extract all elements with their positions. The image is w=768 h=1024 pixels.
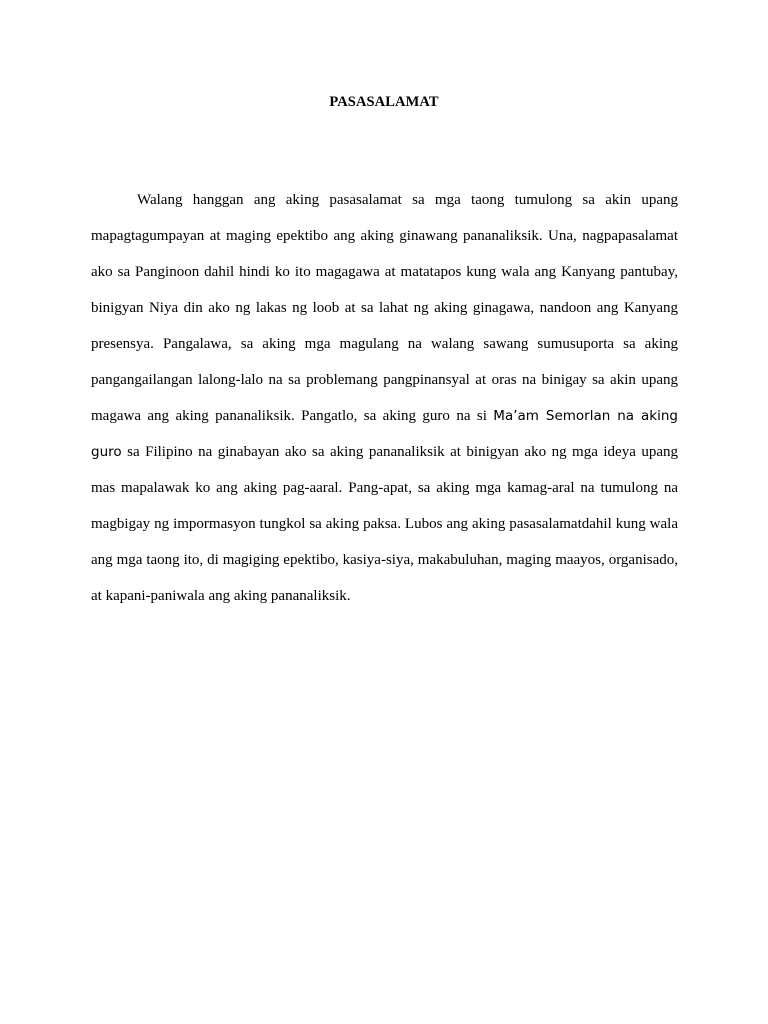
page-title: PASASALAMAT [329,94,439,110]
paragraph-text-part-3: sa Filipino na ginabayan ako sa aking pananaliksik at binigyan ako ng mga ideya upang mas mapalawak ko ang aking pag-aaral. Pang-apat, sa aking mga kamag-aral na tumulong na magbigay ng impormasyon tungkol sa aking paksa. Lubos ang aking pasasalamatdahil kung wala ang mga taong ito, di magiging epektibo, kasiya-siya, makabuluhan, maging maayos, organisado, at kapani-paniwala ang aking pananaliksik. [91,444,678,604]
paragraph-text-part-1: Walang hanggan ang aking pasasalamat sa mga taong tumulong sa akin upang mapagtagumpayan at maging epektibo ang aking ginawang pananaliksik. Una, nagpapasalamat ako sa Panginoon dahil hindi ko ito magagawa at matatapos kung wala ang Kanyang pantubay, binigyan Niya din ako ng lakas ng loob at sa lahat ng aking ginagawa, nandoon ang Kanyang presensya. Pangalawa, sa aking mga magulang na walang sawang sumusuporta sa aking pangangailangan lalong-lalo na sa problemang pangpinansyal at oras na binigay sa akin upang magawa ang aking pananaliksik. Pangatlo, sa aking guro na si [91,192,678,424]
acknowledgement-paragraph [91,182,678,614]
paragraph-text-teacher-name: Ma’am Semorlan na aking guro [91,408,678,460]
